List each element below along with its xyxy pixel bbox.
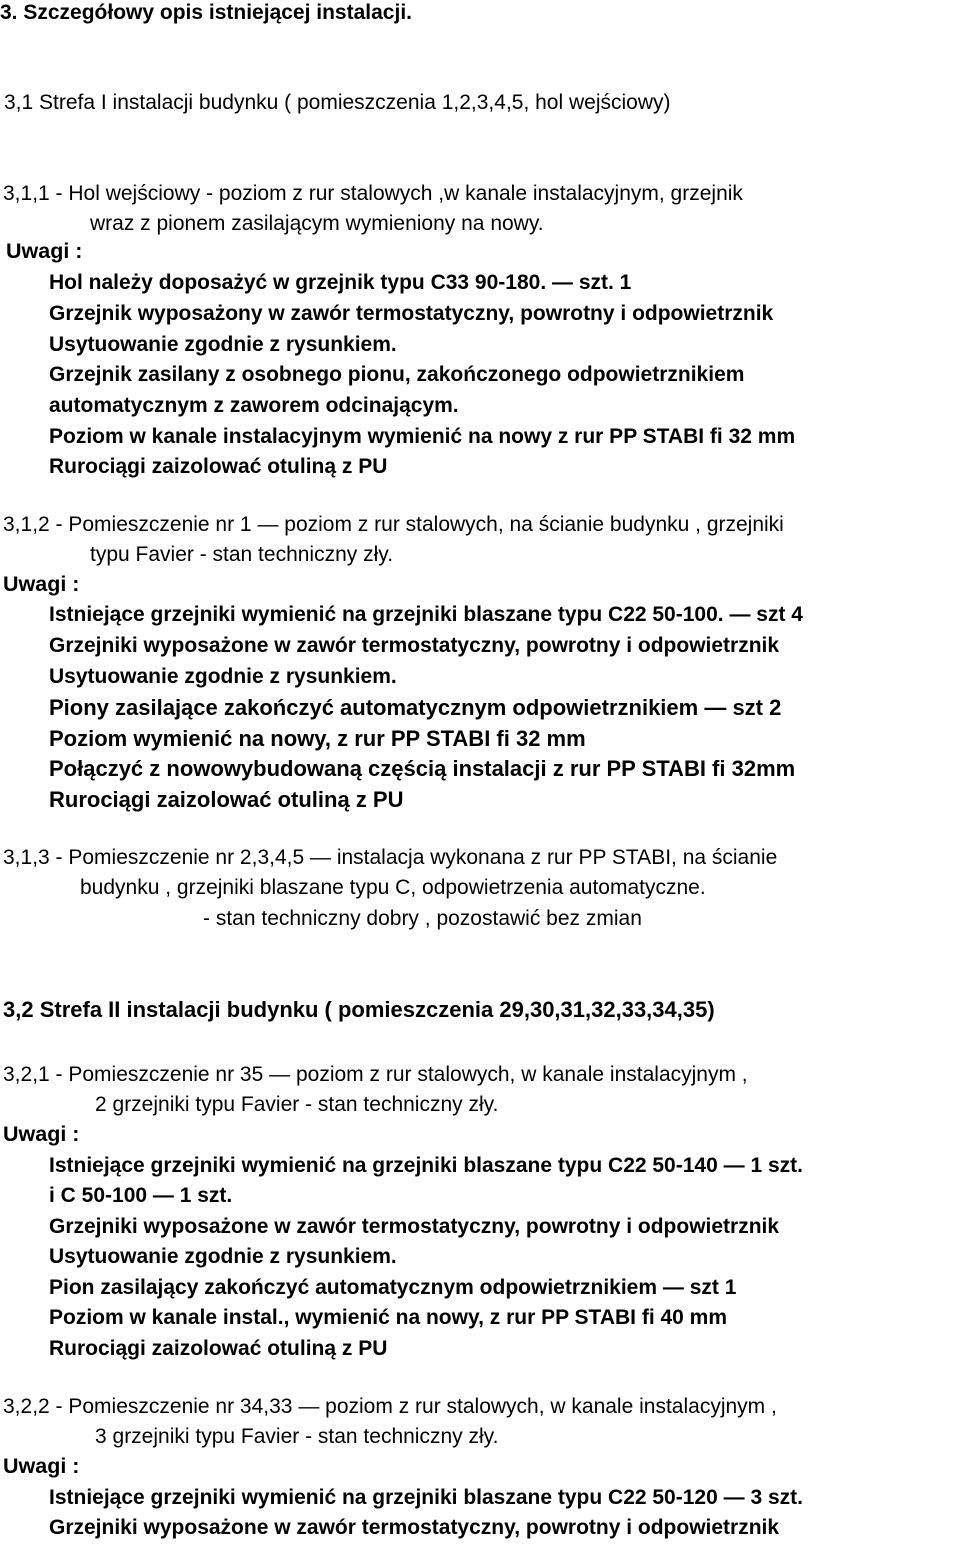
note-line: Poziom w kanale instal., wymienić na nowy, z rur PP STABI fi 40 mm bbox=[49, 1306, 728, 1329]
note-line: Istniejące grzejniki wymienić na grzejniki blaszane typu C22 50-120 — 3 szt. bbox=[49, 1486, 803, 1509]
note-line: Grzejniki wyposażone w zawór termostatyczny, powrotny i odpowietrznik bbox=[49, 634, 780, 657]
item-3-2-2-line: 3,2,2 - Pomieszczenie nr 34,33 — poziom z rur stalowych, w kanale instalacyjnym , bbox=[3, 1395, 777, 1418]
item-3-1-2-line: 3,1,2 - Pomieszczenie nr 1 — poziom z rur stalowych, na ścianie budynku , grzejniki bbox=[3, 513, 784, 536]
note-line: Pion zasilający zakończyć automatycznym odpowietrznikiem — szt 1 bbox=[49, 1276, 737, 1299]
note-line: Poziom wymienić na nowy, z rur PP STABI fi 32 mm bbox=[49, 726, 586, 751]
item-3-1-3-line: budynku , grzejniki blaszane typu C, odpowietrzenia automatyczne. bbox=[80, 876, 706, 899]
note-line: Grzejnik zasilany z osobnego pionu, zakończonego odpowietrznikiem bbox=[49, 363, 745, 386]
item-3-1-3-line: - stan techniczny dobry , pozostawić bez zmian bbox=[203, 907, 642, 930]
item-3-2-1-line: 2 grzejniki typu Favier - stan techniczny zły. bbox=[95, 1093, 499, 1116]
note-line: Usytuowanie zgodnie z rysunkiem. bbox=[49, 333, 397, 356]
item-3-2-2-line: 3 grzejniki typu Favier - stan techniczny zły. bbox=[95, 1425, 499, 1448]
item-3-1-3-line: 3,1,3 - Pomieszczenie nr 2,3,4,5 — instalacja wykonana z rur PP STABI, na ścianie bbox=[3, 846, 778, 869]
note-line: i C 50-100 — 1 szt. bbox=[49, 1184, 233, 1207]
note-line: automatycznym z zaworem odcinającym. bbox=[49, 394, 459, 417]
subsection-heading-3-1: 3,1 Strefa I instalacji budynku ( pomieszczenia 1,2,3,4,5, hol wejściowy) bbox=[4, 91, 671, 114]
note-line: Grzejniki wyposażone w zawór termostatyczny, powrotny i odpowietrznik bbox=[49, 1215, 780, 1238]
uwagi-label: Uwagi : bbox=[3, 1122, 80, 1146]
note-line: Usytuowanie zgodnie z rysunkiem. bbox=[49, 665, 397, 688]
note-line: Usytuowanie zgodnie z rysunkiem. bbox=[49, 1245, 397, 1268]
note-line: Poziom w kanale instalacyjnym wymienić na nowy z rur PP STABI fi 32 mm bbox=[49, 425, 796, 448]
item-3-1-2-line: typu Favier - stan techniczny zły. bbox=[90, 543, 394, 566]
item-3-1-1-line: 3,1,1 - Hol wejściowy - poziom z rur stalowych ,w kanale instalacyjnym, grzejnik bbox=[3, 182, 743, 205]
section-title: 3. Szczegółowy opis istniejącej instalacji. bbox=[0, 1, 412, 24]
note-line: Rurociągi zaizolować otuliną z PU bbox=[49, 455, 388, 478]
item-3-1-1-line: wraz z pionem zasilającym wymieniony na nowy. bbox=[90, 212, 544, 235]
note-line: Połączyć z nowowybudowaną częścią instalacji z rur PP STABI fi 32mm bbox=[49, 756, 796, 781]
item-3-2-1-line: 3,2,1 - Pomieszczenie nr 35 — poziom z rur stalowych, w kanale instalacyjnym , bbox=[3, 1063, 748, 1086]
note-line: Istniejące grzejniki wymienić na grzejniki blaszane typu C22 50-140 — 1 szt. bbox=[49, 1154, 803, 1177]
note-line: Rurociągi zaizolować otuliną z PU bbox=[49, 1337, 388, 1360]
uwagi-label: Uwagi : bbox=[3, 572, 80, 596]
uwagi-label: Uwagi : bbox=[3, 1454, 80, 1478]
uwagi-label: Uwagi : bbox=[6, 239, 83, 263]
subsection-heading-3-2: 3,2 Strefa II instalacji budynku ( pomieszczenia 29,30,31,32,33,34,35) bbox=[3, 997, 715, 1022]
note-line: Rurociągi zaizolować otuliną z PU bbox=[49, 787, 404, 812]
note-line: Istniejące grzejniki wymienić na grzejniki blaszane typu C22 50-100. — szt 4 bbox=[49, 603, 803, 626]
note-line: Grzejniki wyposażone w zawór termostatyczny, powrotny i odpowietrznik bbox=[49, 1516, 780, 1539]
note-line: Grzejnik wyposażony w zawór termostatyczny, powrotny i odpowietrznik bbox=[49, 302, 774, 325]
note-line: Hol należy doposażyć w grzejnik typu C33 90-180. — szt. 1 bbox=[49, 271, 632, 294]
note-line: Piony zasilające zakończyć automatycznym odpowietrznikiem — szt 2 bbox=[49, 695, 782, 720]
